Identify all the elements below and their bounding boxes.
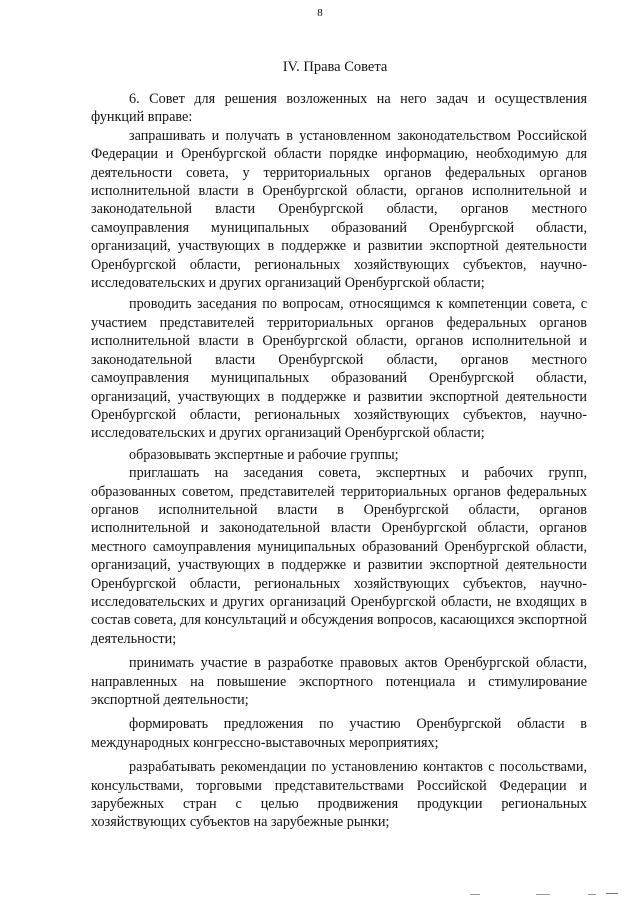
paragraph-recommendations: разрабатывать рекомендации по установлению контактов с посольствами, консульствами, торговыми представительствами Российской Федерации и зарубежных стран с целью продвижения продукции региональных хозяйствующих субъектов на зарубежные рынки; [91,759,587,831]
paragraph-form-groups: образовывать экспертные и рабочие группы; [129,446,399,463]
scan-speck [536,894,550,895]
paragraph-participate-legal-acts: принимать участие в разработке правовых актов Оренбургской области, направленных на повышение экспортного потенциала и стимулирование экспортной деятельности; [91,655,587,708]
paragraph-intro: 6. Совет для решения возложенных на него задач и осуществления функций вправе: [91,91,587,126]
scan-speck [588,894,596,895]
scan-speck [470,894,480,895]
page-number: 8 [317,7,323,19]
paragraph-invite: приглашать на заседания совета, экспертных и рабочих групп, образованных советом, представителей территориальных органов федеральных органов исполнительной власти в Оренбургской области, органов исполнительной и законодательной власти Оренбургской области, органов местного самоуправления муниципальных образований Оренбургской области, организаций, участвующих в поддержке и развитии экспортной деятельности Оренбургской области, региональных хозяйствующих субъектов, научно-исследовательских и других организаций Оренбургской области, не входящих в состав совета, для консультаций и обсуждения вопросов, касающихся экспортной деятельности; [91,465,587,647]
scan-speck [606,893,618,894]
section-title: IV. Права Совета [282,59,388,75]
paragraph-hold-meetings: проводить заседания по вопросам, относящимся к компетенции совета, с участием представителей территориальных органов федеральных органов исполнительной власти в Оренбургской области, органов исполнительной и законодательной власти Оренбургской области, органов местного самоуправления муниципальных образований Оренбургской области, организаций, участвующих в поддержке и развитии экспортной деятельности Оренбургской области, региональных хозяйствующих субъектов, научно-исследовательских и других организаций Оренбургской области; [91,296,587,442]
paragraph-exhibitions: формировать предложения по участию Оренбургской области в международных конгрессно-выставочных мероприятиях; [91,716,587,751]
paragraph-request-information: запрашивать и получать в установленном законодательством Российской Федерации и Оренбургской области порядке информацию, необходимую для деятельности совета, у территориальных органов федеральных органов исполнительной власти в Оренбургской области, органов исполнительной и законодательной власти Оренбургской области, органов местного самоуправления муниципальных образований Оренбургской области, организаций, участвующих в поддержке и развитии экспортной деятельности Оренбургской области, региональных хозяйствующих субъектов, научно-исследовательских и других организаций Оренбургской области; [91,127,587,292]
document-body [91,90,587,832]
